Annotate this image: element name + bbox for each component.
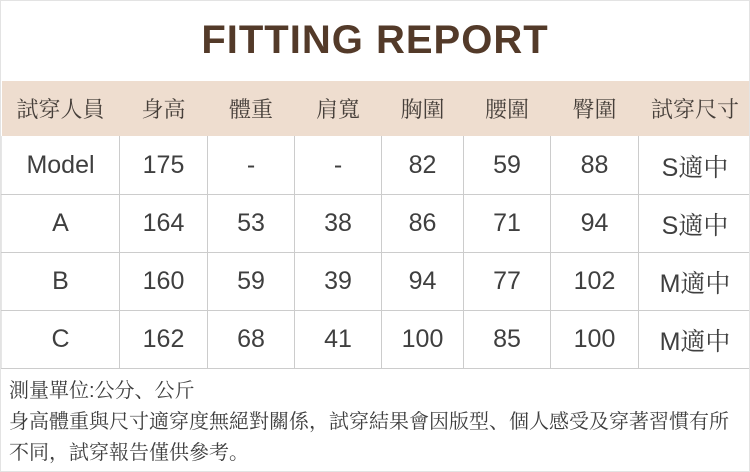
cell-waist: 77 — [464, 253, 551, 311]
cell-height: 175 — [120, 137, 208, 195]
table-row-model — [2, 137, 750, 195]
cell-shoulder: 38 — [295, 195, 382, 253]
cell-weight: 68 — [208, 311, 295, 369]
cell-hip: 102 — [551, 253, 639, 311]
cell-shoulder: 39 — [295, 253, 382, 311]
cell-height: 160 — [120, 253, 208, 311]
cell-chest: 86 — [382, 195, 464, 253]
cell-tester: B — [2, 253, 120, 311]
cell-waist: 71 — [464, 195, 551, 253]
column-header-height: 身高 — [120, 81, 208, 137]
cell-size: M適中 — [639, 311, 750, 369]
table-row-a — [2, 195, 750, 253]
cell-size: S適中 — [639, 195, 750, 253]
cell-chest: 94 — [382, 253, 464, 311]
table-row-c — [2, 311, 750, 369]
cell-hip: 94 — [551, 195, 639, 253]
cell-height: 162 — [120, 311, 208, 369]
column-header-hip: 臀圍 — [551, 81, 639, 137]
cell-weight: 53 — [208, 195, 295, 253]
cell-chest: 82 — [382, 137, 464, 195]
disclaimer-note: 身高體重與尺寸適穿度無絕對關係，試穿結果會因版型、個人感受及穿著習慣有所不同，試穿報告僅供參考。 — [9, 411, 729, 464]
cell-shoulder: 41 — [295, 311, 382, 369]
cell-tester: A — [2, 195, 120, 253]
column-header-shoulder: 肩寬 — [295, 81, 382, 137]
cell-shoulder: - — [295, 137, 382, 195]
cell-size: M適中 — [639, 253, 750, 311]
units-note: 測量單位:公分、公斤 — [9, 380, 195, 402]
page-title: FITTING REPORT — [201, 18, 549, 62]
cell-tester: Model — [2, 137, 120, 195]
cell-waist: 85 — [464, 311, 551, 369]
column-header-chest: 胸圍 — [382, 81, 464, 137]
cell-height: 164 — [120, 195, 208, 253]
cell-chest: 100 — [382, 311, 464, 369]
cell-tester: C — [2, 311, 120, 369]
footnotes — [1, 369, 749, 469]
cell-hip: 100 — [551, 311, 639, 369]
fitting-table — [1, 81, 750, 369]
table-row-b — [2, 253, 750, 311]
cell-weight: - — [208, 137, 295, 195]
cell-weight: 59 — [208, 253, 295, 311]
column-header-weight: 體重 — [208, 81, 295, 137]
cell-hip: 88 — [551, 137, 639, 195]
cell-size: S適中 — [639, 137, 750, 195]
cell-waist: 59 — [464, 137, 551, 195]
column-header-tester: 試穿人員 — [2, 81, 120, 137]
header-row — [2, 81, 750, 137]
column-header-waist: 腰圍 — [464, 81, 551, 137]
column-header-size: 試穿尺寸 — [639, 81, 750, 137]
